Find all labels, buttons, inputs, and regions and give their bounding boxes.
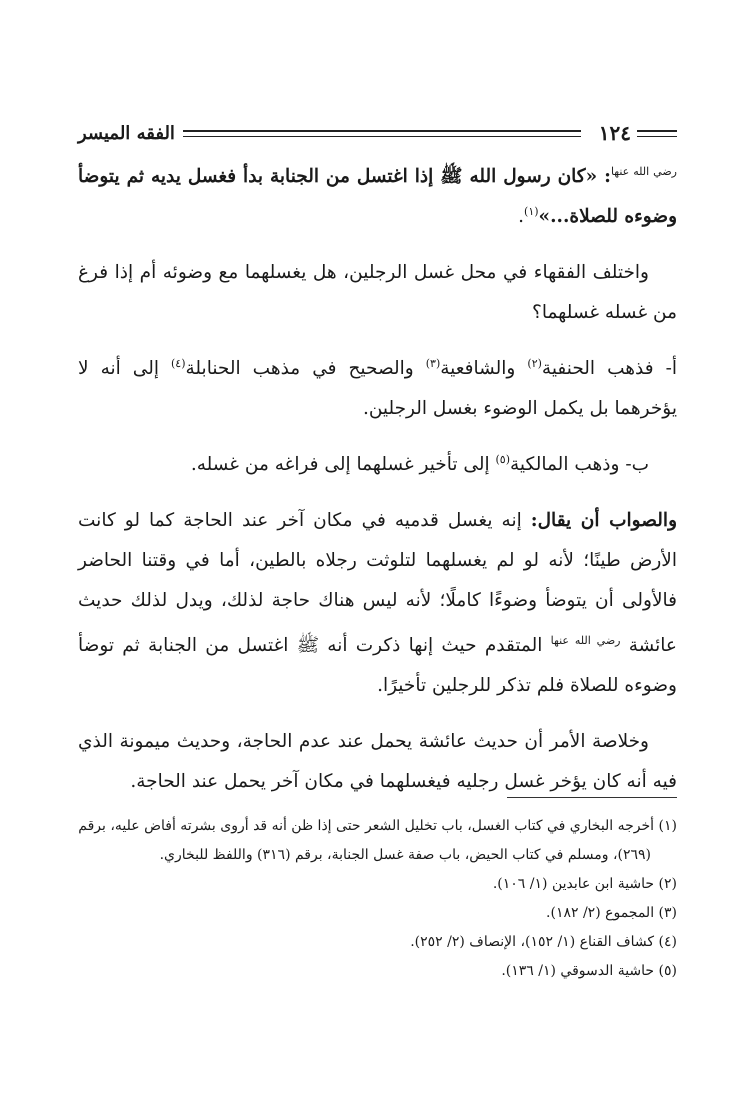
footnotes	[78, 812, 677, 986]
footnote-ref-1[interactable]: (١)	[524, 205, 539, 218]
honorific-glyph: رضي الله عنها	[610, 165, 677, 178]
footnote-1: (١) أخرجه البخاري في كتاب الغسل، باب تخليل الشعر حتى إذا ظن أنه قد أروى بشرته أفاض عليه، برقم (٢٦٩)، ومسلم في كتاب الحيض، باب صفة غسل الجنابة، برقم (٣١٦) واللفظ للبخاري.	[78, 818, 677, 863]
footnote-ref-2[interactable]: (٢)	[527, 357, 542, 370]
footnote-2: (٢) حاشية ابن عابدين (١/ ١٠٦).	[492, 876, 677, 892]
opinion-a-text-4: إلى أنه لا يؤخرهما بل يكمل الوضوء بغسل الرجلين.	[78, 358, 677, 420]
footnote-4: (٤) كشاف القناع (١/ ١٥٢)، الإنصاف (٢/ ٢٥٢).	[410, 934, 677, 950]
book-title: الفقه الميسر	[78, 122, 175, 144]
honorific-glyph: رضي الله عنها	[550, 634, 621, 648]
paragraph-correct-view	[78, 501, 677, 706]
hadith-quote: : «كان رسول الله ﷺ إذا اغتسل من الجنابة بدأ فغسل يديه ثم يتوضأ وضوءه للصلاة...»	[78, 166, 677, 228]
main-text	[78, 152, 677, 802]
opinion-a-text-3: والصحيح في مذهب الحنابلة	[185, 358, 426, 380]
header-rule-short	[637, 130, 677, 137]
paragraph-opinion-b	[78, 445, 677, 485]
header-rule	[183, 130, 581, 137]
footnote-3: (٣) المجموع (٢/ ١٨٢).	[546, 905, 677, 921]
footnote-ref-4[interactable]: (٤)	[171, 357, 186, 370]
paragraph-conclusion: وخلاصة الأمر أن حديث عائشة يحمل عند عدم الحاجة، وحديث ميمونة الذي فيه أنه كان يؤخر غسل رجليه فيغسلهما في مكان آخر يحمل عند الحاجة.	[78, 731, 677, 793]
page-header	[78, 118, 677, 148]
paragraph-opinion-a	[78, 349, 677, 429]
paragraph-disagreement: واختلف الفقهاء في محل غسل الرجلين، هل يغسلهما مع وضوئه أم إذا فرغ من غسله غسلهما؟	[78, 262, 677, 324]
footnote-ref-5[interactable]: (٥)	[495, 453, 510, 466]
page-number: ١٢٤	[598, 121, 631, 145]
opinion-a-text-1: أ- فذهب الحنفية	[541, 358, 677, 380]
correct-view-lead: والصواب أن يقال:	[530, 510, 677, 532]
opinion-a-text-2: والشافعية	[440, 358, 528, 380]
footnote-separator	[507, 797, 677, 798]
opinion-b-text-1: ب- وذهب المالكية	[510, 454, 649, 476]
opinion-b-text-2: إلى تأخير غسلهما إلى فراغه من غسله.	[190, 454, 496, 476]
footnote-ref-3[interactable]: (٣)	[425, 357, 441, 370]
paragraph-hadith	[78, 152, 677, 237]
footnote-5: (٥) حاشية الدسوقي (١/ ١٣٦).	[501, 963, 677, 979]
sentence-end: .	[518, 206, 525, 228]
correct-view-text-1: إنه يغسل قدميه في مكان آخر عند الحاجة كما لو كانت الأرض طينًا؛ لأنه لو لم يغسلهما لتلوثت رجلاه بالطين، أما في وقتنا الحاضر فالأولى أن يتوضأ وضوءًا كاملًا؛ لأنه ليس هناك حاجة لذلك، ويدل لذلك حديث عائشة	[78, 510, 677, 657]
correct-view-text-2: المتقدم حيث إنها ذكرت أنه ﷺ اغتسل من الجنابة ثم توضأ وضوءه للصلاة فلم تذكر للرجلين تأخيرًا.	[78, 635, 677, 697]
